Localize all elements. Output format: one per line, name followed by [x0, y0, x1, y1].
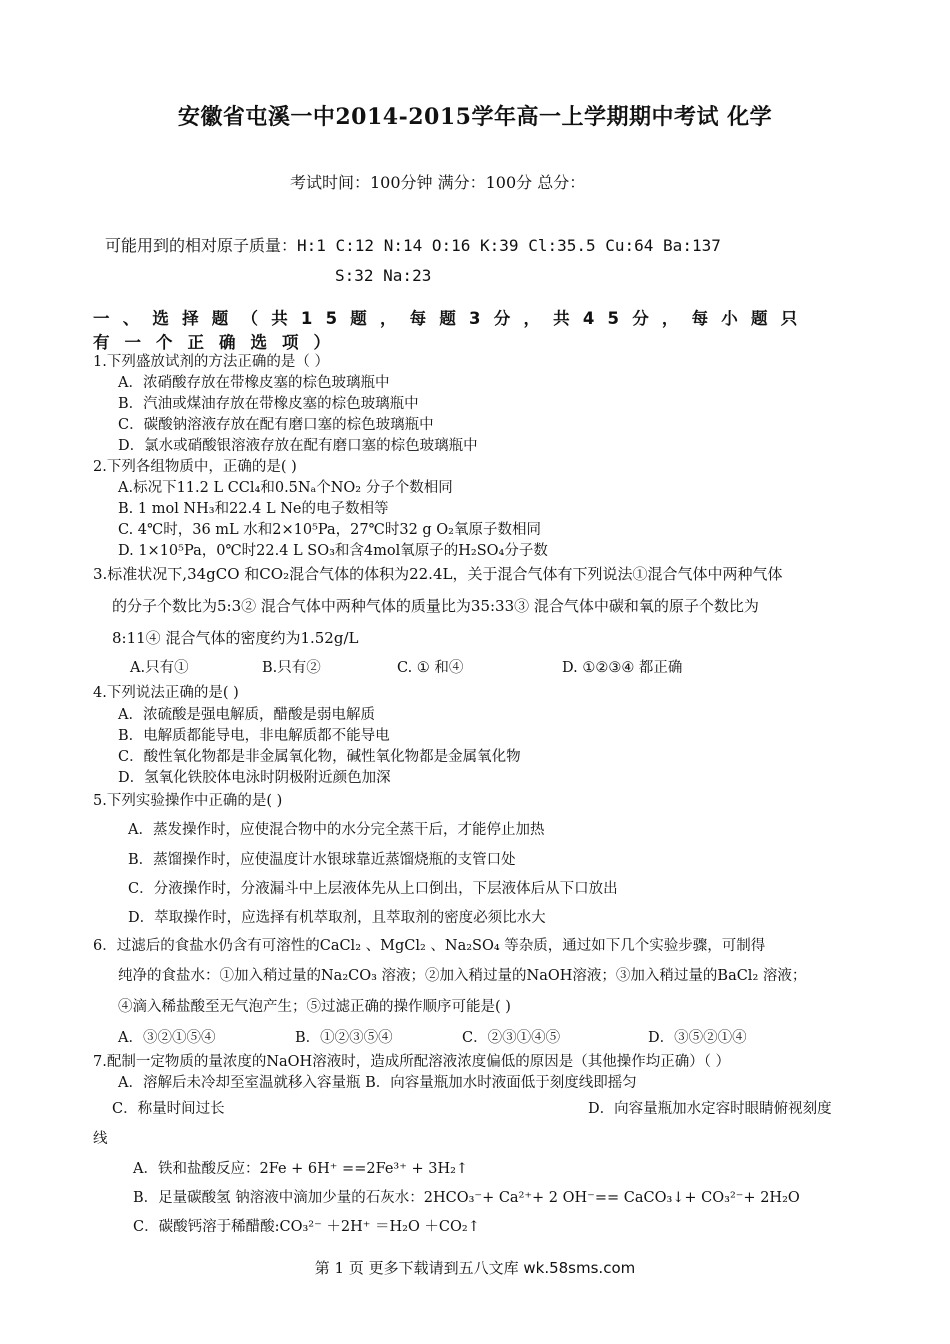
q8-option-c: C．碳酸钙溶于稀醋酸:CO₃²⁻ ＋2H⁺ ＝H₂O ＋CO₂↑	[133, 1219, 480, 1235]
q3-option-c: C. ① 和④	[397, 660, 464, 676]
q7-option-d-continued: 线	[93, 1131, 108, 1147]
q7-option-d: D．向容量瓶加水定容时眼睛俯视刻度	[588, 1101, 832, 1117]
q4-option-a: A．浓硫酸是强电解质，醋酸是弱电解质	[118, 707, 375, 723]
q3-line-3: 8:11④ 混合气体的密度约为1.52g/L	[112, 629, 359, 647]
q2-option-c: C. 4℃时，36 mL 水和2×10⁵Pa，27℃时32 g O₂氧原子数相同	[118, 522, 541, 538]
q7-options-a-b: A．溶解后未冷却至室温就移入容量瓶 B．向容量瓶加水时液面低于刻度线即摇匀	[118, 1075, 637, 1091]
q3-line-1: 3.标准状况下,34gCO 和CO₂混合气体的体积为22.4L，关于混合气体有下列说法①混合气体中两种气体	[93, 565, 783, 583]
q1-option-d: D．氯水或硝酸银溶液存放在配有磨口塞的棕色玻璃瓶中	[118, 438, 478, 454]
q6-line-2: 纯净的食盐水：①加入稍过量的Na₂CO₃ 溶液；②加入稍过量的NaOH溶液；③加入稍过量的BaCl₂ 溶液；	[118, 968, 807, 984]
q6-option-b: B．①②③⑤④	[295, 1030, 393, 1046]
q8-option-b: B．足量碳酸氢 钠溶液中滴加少量的石灰水：2HCO₃⁻+ Ca²⁺+ 2 OH⁻== CaCO₃↓+ CO₃²⁻+ 2H₂O	[133, 1190, 800, 1206]
footer-text: 第 1 页 更多下载请到五八文库	[314, 1259, 524, 1277]
q6-option-a: A．③②①⑤④	[118, 1030, 216, 1046]
q1-stem: 1.下列盛放试剂的方法正确的是（ ）	[93, 354, 329, 370]
q6-line-3: ④滴入稀盐酸至无气泡产生；⑤过滤正确的操作顺序可能是( )	[118, 999, 511, 1015]
q6-option-d: D．③⑤②①④	[648, 1030, 747, 1046]
page-title: 安徽省屯溪一中2014-2015学年高一上学期期中考试 化学	[177, 104, 773, 130]
q1-option-a: A．浓硝酸存放在带橡皮塞的棕色玻璃瓶中	[118, 375, 390, 391]
q4-stem: 4.下列说法正确的是( )	[93, 685, 239, 701]
q6-option-c: C．②③①④⑤	[462, 1030, 561, 1046]
q5-stem: 5.下列实验操作中正确的是( )	[93, 793, 283, 809]
q2-option-b: B. 1 mol NH₃和22.4 L Ne的电子数相等	[118, 501, 389, 517]
section-heading-line-2: 有一个正确选项）	[93, 333, 345, 352]
q2-stem: 2.下列各组物质中，正确的是( )	[93, 459, 297, 475]
q5-option-a: A．蒸发操作时，应使混合物中的水分完全蒸干后，才能停止加热	[128, 822, 545, 838]
atomic-mass-line-2: S:32 Na:23	[335, 266, 432, 285]
q1-option-b: B．汽油或煤油存放在带橡皮塞的棕色玻璃瓶中	[118, 396, 419, 412]
q3-option-a: A.只有①	[130, 660, 189, 676]
q3-line-2: 的分子个数比为5:3② 混合气体中两种气体的质量比为35:33③ 混合气体中碳和氧的原子个数比为	[112, 597, 759, 615]
q4-option-c: C．酸性氧化物都是非金属氧化物，碱性氧化物都是金属氧化物	[118, 749, 521, 765]
exam-info: 考试时间：100分钟 满分：100分 总分：	[290, 173, 586, 192]
q7-option-c: C．称量时间过长	[112, 1101, 225, 1117]
q1-option-c: C．碳酸钠溶液存放在配有磨口塞的棕色玻璃瓶中	[118, 417, 434, 433]
q8-option-a: A．铁和盐酸反应：2Fe + 6H⁺ ==2Fe³⁺ + 3H₂↑	[133, 1161, 469, 1177]
q3-option-d: D. ①②③④ 都正确	[562, 660, 683, 676]
q4-option-d: D．氢氧化铁胶体电泳时阴极附近颜色加深	[118, 770, 391, 786]
q3-option-b: B.只有②	[262, 660, 321, 676]
footer-url[interactable]: wk.58sms.com	[523, 1259, 636, 1277]
q4-option-b: B．电解质都能导电，非电解质都不能导电	[118, 728, 390, 744]
q5-option-d: D．萃取操作时，应选择有机萃取剂，且萃取剂的密度必须比水大	[128, 910, 546, 926]
q2-option-d: D. 1×10⁵Pa，0℃时22.4 L SO₃和含4mol氧原子的H₂SO₄分子数	[118, 543, 548, 559]
q5-option-c: C．分液操作时，分液漏斗中上层液体先从上口倒出，下层液体后从下口放出	[128, 881, 618, 897]
q2-option-a: A.标况下11.2 L CCl₄和0.5Nₐ个NO₂ 分子个数相同	[118, 480, 453, 496]
atomic-mass-line-1: 可能用到的相对原子质量：H:1 C:12 N:14 O:16 K:39 Cl:35.5 Cu:64 Ba:137	[105, 236, 721, 255]
page-footer	[0, 1257, 950, 1278]
q7-stem: 7.配制一定物质的量浓度的NaOH溶液时，造成所配溶液浓度偏低的原因是（其他操作均正确）（ ）	[93, 1054, 731, 1070]
q6-line-1: 6．过滤后的食盐水仍含有可溶性的CaCl₂ 、MgCl₂ 、Na₂SO₄ 等杂质，通过如下几个实验步骤，可制得	[93, 938, 766, 954]
section-heading-line-1: 一、选择题（共15题，每题3分，共45分，每小题只	[93, 309, 811, 328]
q5-option-b: B．蒸馏操作时，应使温度计水银球靠近蒸馏烧瓶的支管口处	[128, 852, 516, 868]
